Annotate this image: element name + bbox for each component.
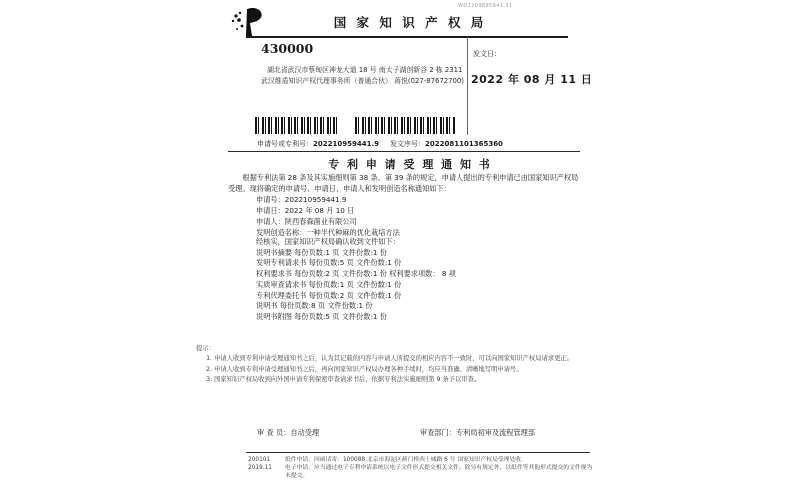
note-item: 1. 申请人收到专利申请受理通知书之后，认为其记载的内容与申请人所提交的相应内容不一致时，可以向国家知识产权局请求更正。: [206, 355, 574, 363]
examiner-label: 审 查 员：: [257, 428, 291, 437]
received-item: 权利要求书 每份页数:2 页 文件份数:1 份 权利要求项数： 8 项: [256, 269, 456, 279]
barcode-left: [255, 117, 338, 134]
received-item: 发明专利请求书 每份页数:5 页 文件份数:1 份: [256, 258, 402, 268]
application-number-label: 申请号或专利号：: [257, 140, 313, 148]
received-item: 专利代理委托书 每份页数:2 页 文件份数:1 份: [256, 290, 402, 300]
recipient-postcode: 430000: [261, 41, 314, 56]
examiner-value: 自动受理: [290, 428, 320, 437]
application-number-row: [257, 139, 379, 149]
note-item: 3. 国家知识产权局收到向外国申请专利保密审查请求书后，依据专利法实施细则第 9 条予以审查。: [206, 375, 481, 383]
field-applicant: 申请人：陕西春森菌业有限公司: [256, 217, 357, 226]
header-rule: [246, 36, 568, 38]
recipient-address-line2: 武汉维盾知识产权代理事务所（普通合伙） 蒋悦(027-87672700): [261, 77, 464, 85]
footer: [248, 456, 600, 481]
agency-title: 国 家 知 识 产 权 局: [333, 15, 487, 30]
received-item: 说明书摘要 每份页数:1 页 文件份数:1 份: [256, 247, 387, 257]
serial-number-row: [390, 139, 503, 149]
footer-version-code: 2019.11: [248, 465, 272, 472]
dispatch-date-value: 2022 年 08 月 11 日: [471, 73, 593, 86]
examiner-row: [257, 428, 319, 438]
dispatch-date-label: 发文日：: [473, 50, 501, 58]
received-item: 实质审查请求书 每份页数:1 页 文件份数:1 份: [256, 279, 402, 289]
application-fields: [256, 194, 400, 238]
footer-row-text: 纸件申请，回函请寄：100088 北京市海淀区蓟门桥西土城路 6 号 国家知识产权局受理处收: [285, 457, 522, 463]
received-item: 说明书 每份页数:8 页 文件份数:1 份: [256, 301, 373, 311]
scan-corner-code: WD2209895941.01: [458, 3, 513, 9]
cnipa-logo-icon: [227, 6, 269, 38]
mid-rule: [228, 151, 580, 152]
footer-form-code: 200101: [248, 457, 271, 463]
note-item: 2. 申请人收到专利申请受理通知书之后，再向国家知识产权局办理各种手续时，均应当准确、清晰地写明申请号。: [206, 365, 523, 373]
serial-number-value: 2022081101365360: [425, 140, 503, 148]
barcode-right: [355, 117, 456, 134]
vertical-divider: [467, 37, 468, 135]
field-filing-date: 申请日：2022 年 08 月 10 日: [256, 206, 355, 215]
field-invention-title: 发明创造名称：一种半代种麻的优化栽培方法: [256, 228, 400, 237]
notes-section: [196, 344, 614, 385]
department-label: 审查部门：: [420, 428, 456, 437]
footer-rule: [246, 452, 590, 453]
serial-number-label: 发文序号：: [390, 140, 425, 148]
received-intro: 经核实，国家知识产权局确认收到文件如下：: [256, 237, 400, 246]
notes-label: 提示：: [196, 345, 215, 352]
department-value: 专利局初审及流程管理部: [455, 428, 536, 437]
application-number-value: 202210959441.9: [313, 140, 379, 148]
footer-row: [248, 456, 600, 464]
recipient-address-line1: 湖北省武汉市蔡甸区神龙大道 18 号 南太子湖创新谷 2 栋 2311: [267, 66, 463, 74]
received-item: 说明书附图 每份页数:5 页 文件份数:1 份: [256, 311, 387, 321]
body-paragraph: 根据专利法第 28 条及其实施细则第 38 条、第 39 条的规定，申请人提出的专利申请已由国家知识产权局受理。现将确定的申请号、申请日、申请人和发明创造名称通知如下：: [228, 173, 579, 193]
notice-title: 专 利 申 请 受 理 通 知 书: [328, 158, 492, 171]
department-row: [420, 428, 535, 438]
field-application-number: 申请号：202210959441.9: [256, 195, 347, 204]
footer-row-text: 电子申请，应当通过电子专利申请系统以电子文件形式提交相关文件。除另有规定外，以纸件等其他形式提交的文件视为未提交。: [285, 465, 593, 480]
received-documents: [256, 237, 456, 323]
footer-row: [248, 464, 600, 480]
